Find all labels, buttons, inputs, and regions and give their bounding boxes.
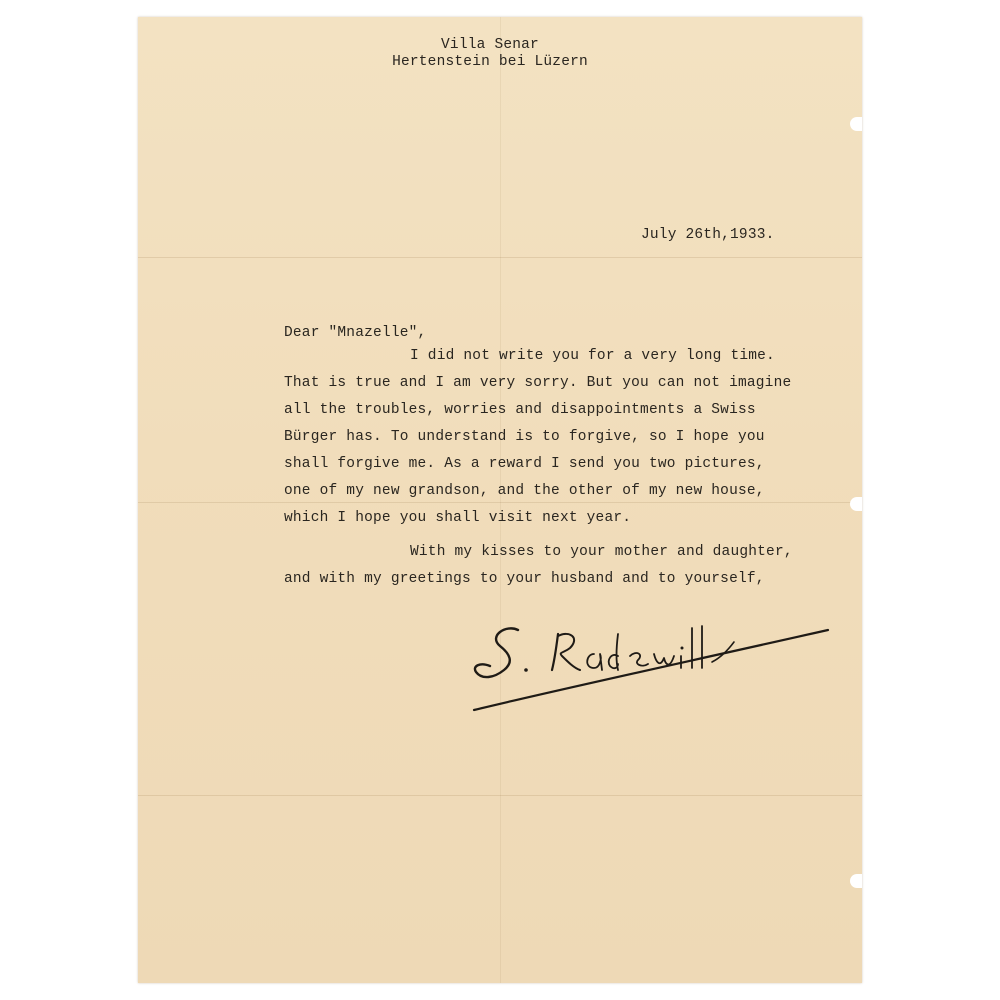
closing-line-2: and with my greetings to your husband and to yourself, [284, 571, 765, 587]
handwritten-signature [466, 610, 836, 720]
body-line-7: which I hope you shall visit next year. [284, 510, 632, 526]
body-line-2: That is true and I am very sorry. But you can not imagine [284, 375, 792, 391]
letterhead-line-1: Villa Senar [441, 37, 539, 53]
closing-line-1: With my kisses to your mother and daughter, [410, 544, 793, 560]
letter-page [138, 17, 862, 983]
salutation: Dear "Mnazelle", [284, 325, 427, 341]
binder-hole [850, 874, 862, 888]
letterhead-line-2: Hertenstein bei Lüzern [392, 54, 588, 70]
body-line-5: shall forgive me. As a reward I send you two pictures, [284, 456, 765, 472]
fold-line [500, 17, 501, 983]
body-line-4: Bürger has. To understand is to forgive, so I hope you [284, 429, 765, 445]
body-line-3: all the troubles, worries and disappointments a Swiss [284, 402, 756, 418]
body-line-1: I did not write you for a very long time. [410, 348, 775, 364]
binder-hole [850, 117, 862, 131]
body-line-6: one of my new grandson, and the other of my new house, [284, 483, 765, 499]
letter-date: July 26th,1933. [641, 227, 775, 243]
binder-hole [850, 497, 862, 511]
